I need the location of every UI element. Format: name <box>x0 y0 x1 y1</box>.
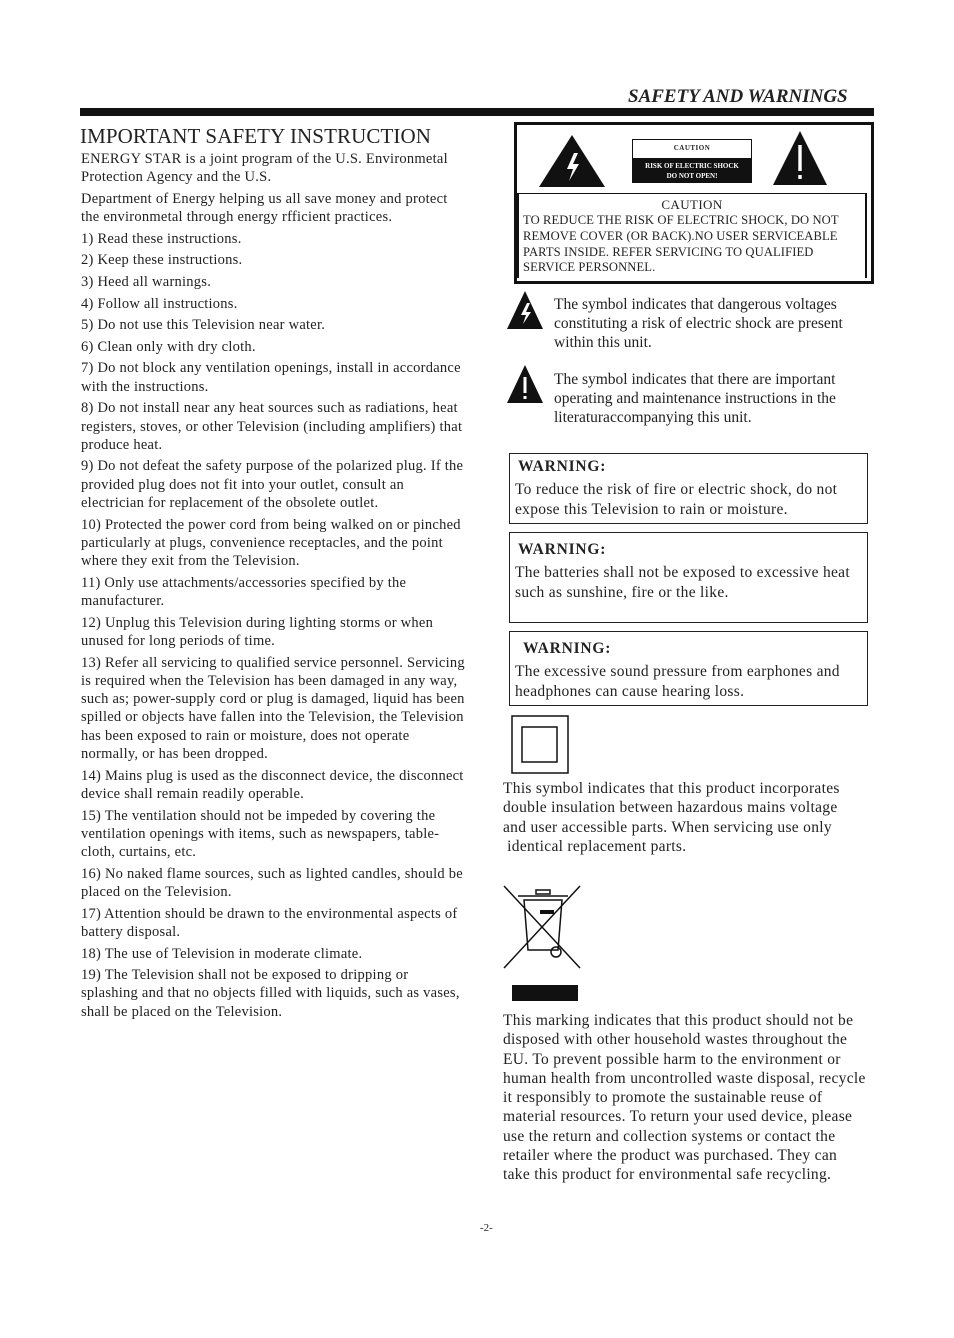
instruction-1: 1) Read these instructions. <box>81 230 242 247</box>
exclamation-warning-icon <box>771 129 829 187</box>
warning-body: The batteries shall not be exposed to excessive heat such as sunshine, fire or the like. <box>515 564 850 601</box>
caution-label-graphic <box>632 139 752 183</box>
weee-text: This marking indicates that this product should not be disposed with other household wastes throughout the EU. To prevent possible harm to the environment or human health from uncontrolled waste disposal, recycle it responsibly to promote the sustainable reuse of material resources. To return your used device, please use the return and collection systems or contact the retailer where the product was purchased. They can take this product for environmental safe recycling. <box>503 1012 866 1184</box>
lightning-symbol-text: The symbol indicates that dangerous voltages constituting a risk of electric shock are present within this unit. <box>554 296 843 352</box>
page-title: IMPORTANT SAFETY INSTRUCTION <box>80 124 432 148</box>
exclamation-symbol-icon <box>506 364 544 404</box>
warning-title: WARNING: <box>518 541 607 558</box>
section-title: SAFETY AND WARNINGS <box>628 86 848 107</box>
lightning-warning-icon <box>537 133 607 189</box>
header-rule <box>80 108 874 116</box>
instruction-5: 5) Do not use this Television near water. <box>81 317 326 334</box>
paragraph-energy-star: ENERGY STAR is a joint program of the U.S. Environmetal Protection Agency and the U.S. <box>81 151 448 186</box>
instruction-3: 3) Heed all warnings. <box>81 273 212 290</box>
instruction-18: 18) The use of Television in moderate climate. <box>81 945 363 962</box>
warning-body: To reduce the risk of fire or electric shock, do not expose this Television to rain or moisture. <box>515 481 838 518</box>
instruction-14: 14) Mains plug is used as the disconnect device, the disconnect device shall remain readily operable. <box>81 767 464 802</box>
mini-caution-label: CAUTION <box>632 139 752 159</box>
crossed-bin-icon <box>502 884 584 1002</box>
instruction-10: 10) Protected the power cord from being walked on or pinched particularly at plugs, convenience receptacles, and the point where they exit from the Television. <box>81 516 461 570</box>
instruction-8: 8) Do not install near any heat sources such as radiations, heat registers, stoves, or other Television (including amplifiers) that produce heat. <box>81 400 463 453</box>
warning-title: WARNING: <box>518 458 607 475</box>
double-insulation-text <box>503 779 863 856</box>
instruction-17: 17) Attention should be drawn to the environmental aspects of battery disposal. <box>81 905 458 940</box>
exclamation-symbol-text: The symbol indicates that there are important operating and maintenance instructions in the literaturaccompanying this unit. <box>554 371 836 427</box>
caution-text: TO REDUCE THE RISK OF ELECTRIC SHOCK, DO NOT REMOVE COVER (OR BACK).NO USER SERVICEABLE PARTS INSIDE. REFER SERVICING TO QUALIFIED SERVICE PERSONNEL. <box>523 213 839 275</box>
instruction-13: 13) Refer all servicing to qualified service personnel. Servicing is required when the Television has been damaged in any way, such as; power-supply cord or plug is damaged, liquid has been spilled or objects have fallen into the Television, the Television has been exposed to rain or moisture, does not operate normally, or has been dropped. <box>81 654 465 763</box>
paragraph-doe: Department of Energy helping us all save money and protect the environmetal through energy rfficient practices. <box>81 190 448 226</box>
double-insulation-text-main: This symbol indicates that this product incorporates double insulation between hazardous mains voltage and user accessible parts. When servicing use only <box>503 780 840 836</box>
caution-text-panel <box>517 193 867 278</box>
instruction-11: 11) Only use attachments/accessories specified by the manufacturer. <box>81 574 407 610</box>
instruction-6: 6) Clean only with dry cloth. <box>81 338 256 355</box>
instruction-4: 4) Follow all instructions. <box>81 295 238 312</box>
warning-title: WARNING: <box>523 640 612 657</box>
warning-body: The excessive sound pressure from earphones and headphones can cause hearing loss. <box>515 663 840 700</box>
page-number: -2- <box>480 1222 493 1234</box>
instruction-9: 9) Do not defeat the safety purpose of the polarized plug. If the provided plug does not fit into your outlet, consult an electrician for replacement of the obsolete outlet. <box>81 458 464 512</box>
instruction-15: 15) The ventilation should not be impeded by covering the ventilation openings with items, such as newspapers, table-cloth, curtains, etc. <box>81 807 440 861</box>
mini-caution-warning <box>632 159 752 183</box>
double-insulation-icon <box>511 715 569 774</box>
mini-caution-line2: DO NOT OPEN! <box>666 172 718 180</box>
mini-caution-line1: RISK OF ELECTRIC SHOCK <box>645 162 739 170</box>
instructions-column <box>81 150 465 1024</box>
instruction-2: 2) Keep these instructions. <box>81 252 243 269</box>
lightning-symbol-icon <box>506 290 544 330</box>
caution-label: CAUTION <box>661 197 723 212</box>
instruction-16: 16) No naked flame sources, such as lighted candles, should be placed on the Television. <box>81 865 463 901</box>
instruction-7: 7) Do not block any ventilation openings, install in accordance with the instructions. <box>81 360 461 395</box>
warning-box-batteries <box>509 532 868 623</box>
warning-box-moisture <box>509 453 868 524</box>
double-insulation-text-tail: identical replacement parts. <box>503 837 687 855</box>
instruction-19: 19) The Television shall not be exposed to dripping or splashing and that no objects filled with liquids, such as vases, shall be placed on the Television. <box>81 967 460 1020</box>
warning-box-sound <box>509 631 868 706</box>
instruction-12: 12) Unplug this Television during lighting storms or when unused for long periods of time. <box>81 614 434 649</box>
caution-box <box>514 122 874 284</box>
